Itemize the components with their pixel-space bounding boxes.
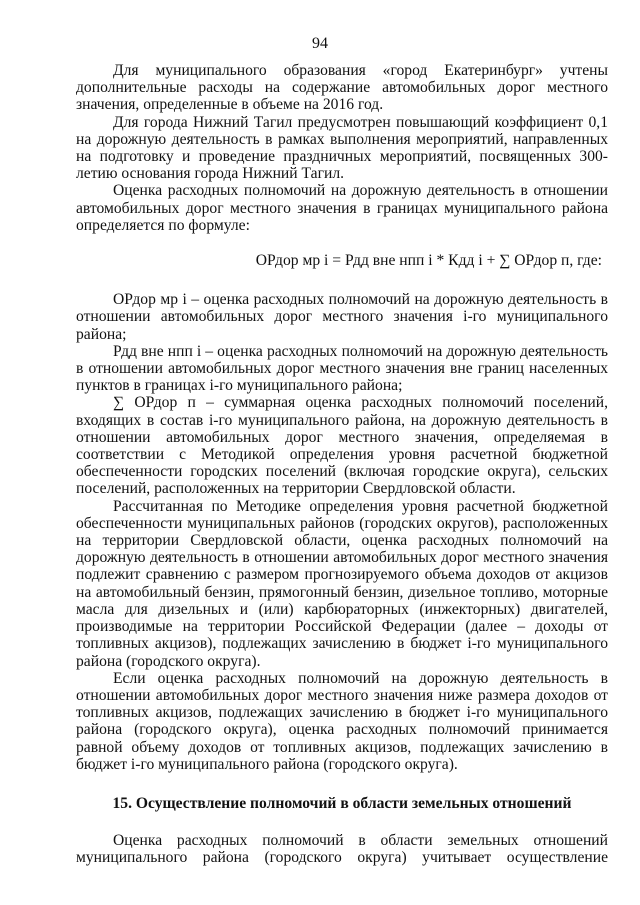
paragraph-ekaterinburg: Для муниципального образования «город Екатеринбург» учтены дополнительные расходы на содержание автомобильных дорог местного значения, определенные в объеме на 2016 год.: [76, 62, 608, 114]
paragraph-nizhny-tagil: Для города Нижний Тагил предусмотрен повышающий коэффициент 0,1 на дорожную деятельность в рамках выполнения мероприятий, направленных на подготовку и проведение праздничных мероприятий, посвященных 300-летию основания города Нижний Тагил.: [76, 113, 608, 183]
page-number: 94: [312, 35, 328, 52]
paragraph-formula-intro: Оценка расходных полномочий на дорожную деятельность в отношении автомобильных дорог местного значения в границах муниципального района определяется по формуле:: [76, 182, 608, 234]
paragraph-rdd-definition: Рдд вне нпп i – оценка расходных полномочий на дорожную деятельность в отношении автомобильных дорог местного значения вне границ населенных пунктов в границах i-го муниципального района;: [76, 342, 608, 395]
paragraph-equalization: Если оценка расходных полномочий на дорожную деятельность в отношении автомобильных дорог местного значения ниже размера доходов от топливных акцизов, подлежащих зачислению в бюджет i-го муниципального района (городского округа), оценка расходных полномочий принимается равной объему доходов от топливных акцизов, подлежащих зачислению в бюджет i-го муниципального района (городского округа).: [76, 669, 608, 773]
paragraph-sum-definition: ∑ ОРдор п – суммарная оценка расходных полномочий поселений, входящих в состав i-го муниципального района, на дорожную деятельность в отношении автомобильных дорог местного значения, определяемая в соответствии с Методикой определения уровня расчетной бюджетной обеспеченности городских поселений (включая городские округа), сельских поселений, расположенных на территории Свердловской области.: [76, 394, 608, 498]
document-body: [76, 62, 608, 867]
section-heading: 15. Осуществление полномочий в области земельных отношений: [112, 794, 572, 812]
formula: ОРдор мр i = Рдд вне нпп i * Кдд i + ∑ ОРдор п, где:: [255, 252, 602, 270]
paragraph-ordor-definition: ОРдор мр i – оценка расходных полномочий на дорожную деятельность в отношении автомобильных дорог местного значения i-го муниципального района;: [76, 291, 608, 343]
paragraph-land-relations: Оценка расходных полномочий в области земельных отношений муниципального района (городского округа) учитывает осуществление: [76, 832, 608, 867]
paragraph-comparison: Рассчитанная по Методике определения уровня расчетной бюджетной обеспеченности муниципальных районов (городских округов), расположенных на территории Свердловской области, оценка расходных полномочий на дорожную деятельность в отношении автомобильных дорог местного значения подлежит сравнению с размером прогнозируемого объема доходов от акцизов на автомобильный бензин, прямогонный бензин, дизельное топливо, моторные масла для дизельных и (или) карбюраторных (инжекторных) двигателей, производимые на территории Российской Федерации (далее – доходы от топливных акцизов), подлежащих зачислению в бюджет i-го муниципального района (городского округа).: [76, 497, 608, 670]
